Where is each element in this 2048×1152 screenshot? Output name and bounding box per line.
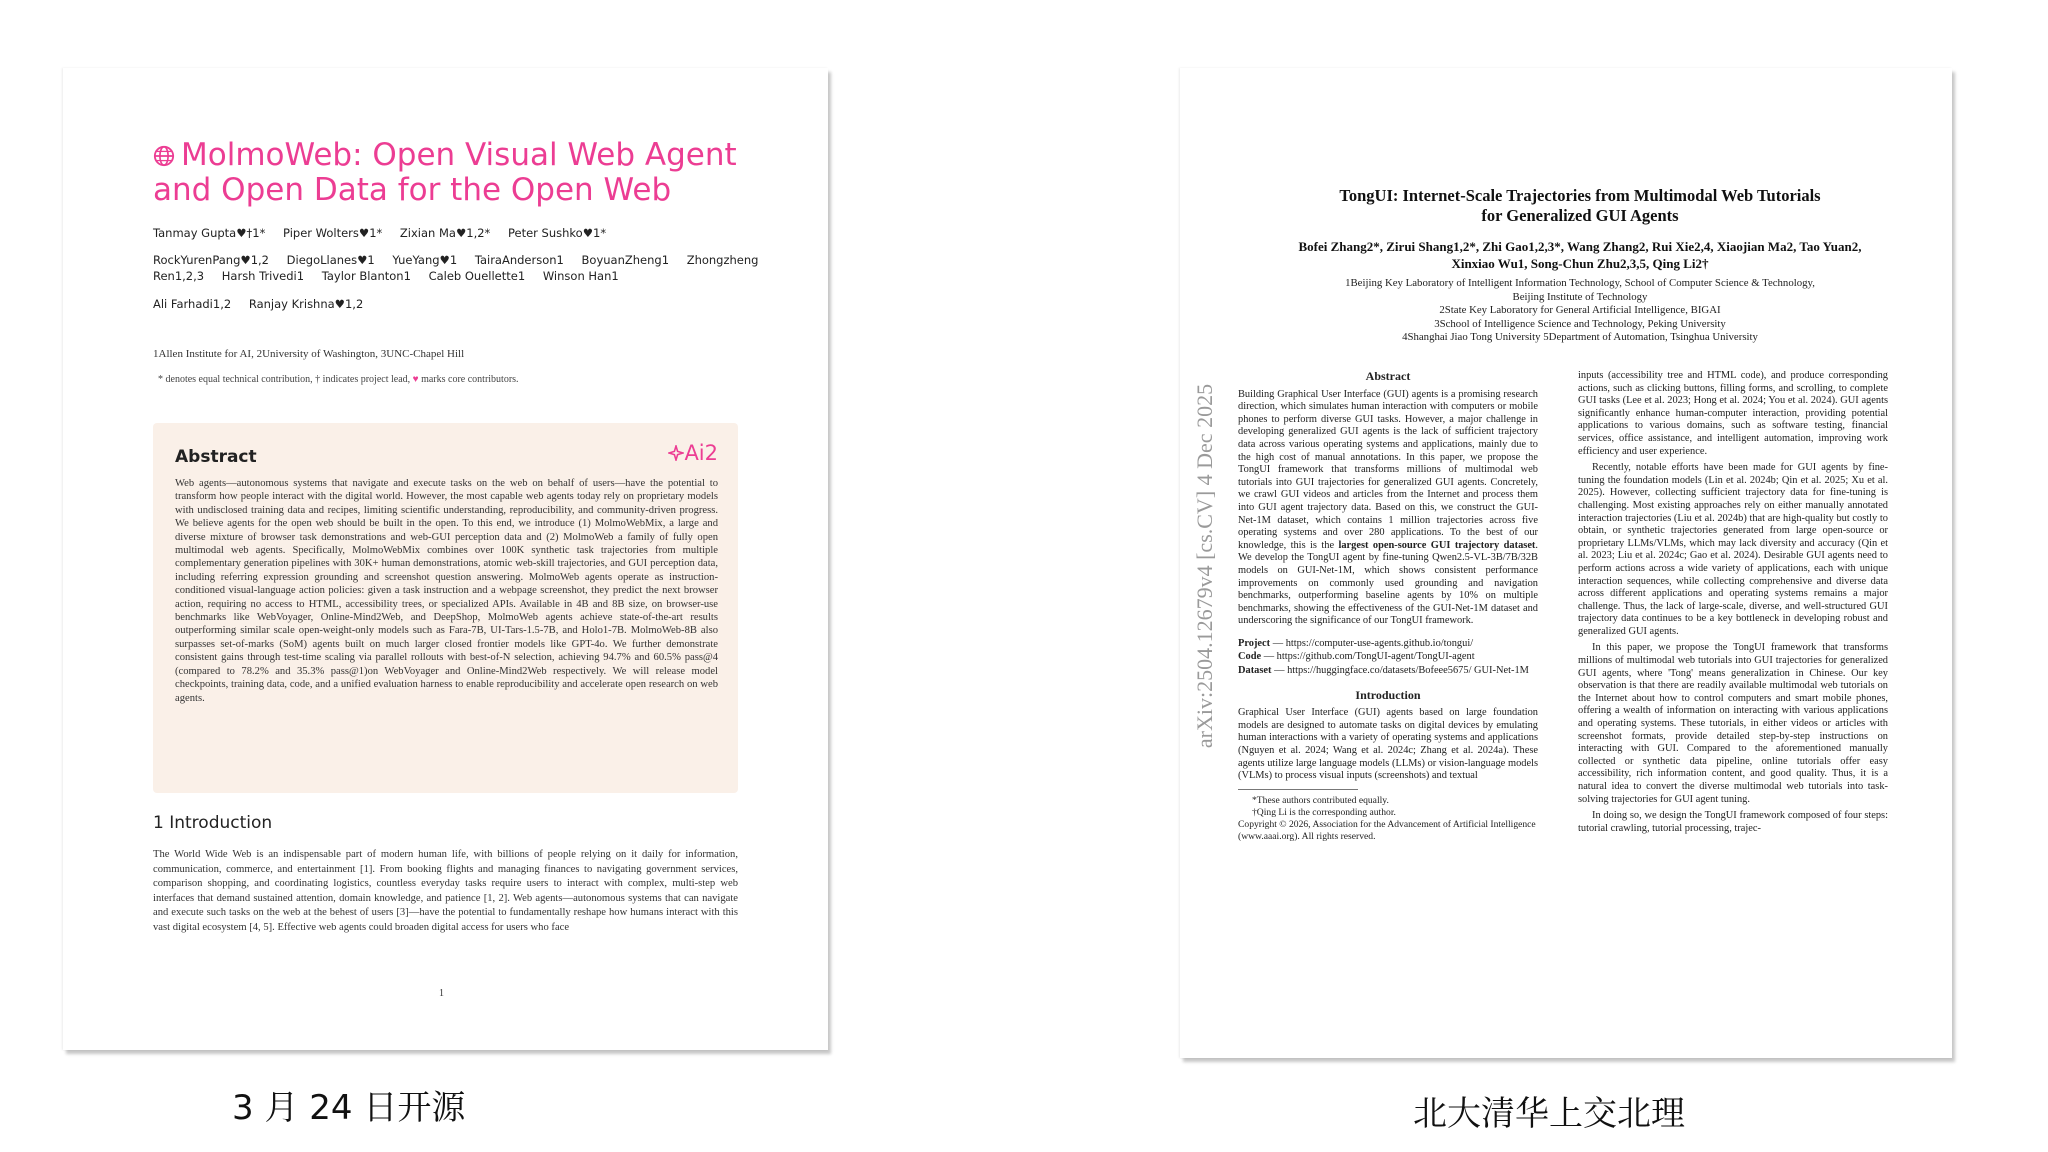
author-row-4 (153, 297, 377, 311)
abstract-heading: Abstract (175, 447, 257, 467)
abstract-heading: Abstract (1365, 369, 1411, 383)
authors-line-2: Xinxiao Wu1, Song-Chun Zhu2,3,5, Qing Li2† (1451, 256, 1709, 271)
author: DiegoLlanes♥1 (286, 253, 375, 267)
introduction-heading: 1 Introduction (153, 813, 273, 833)
authors-line-1: Bofei Zhang2*, Zirui Shang1,2*, Zhi Gao1,2,3*, Wang Zhang2, Rui Xie2,4, Xiaojian Ma2, Tao Yuan2, (1298, 239, 1862, 254)
code-link[interactable]: Code — https://github.com/TongUI-agent/TongUI-agent (1238, 651, 1475, 663)
author-row-3 (153, 269, 633, 283)
author: Zhongzheng (686, 253, 759, 267)
ai2-sparkle-icon (668, 445, 684, 461)
author-row-2 (153, 253, 772, 267)
author: Ranjay Krishna♥1,2 (248, 297, 364, 311)
author: Winson Han1 (542, 269, 619, 283)
globe-icon (153, 145, 175, 167)
body-paragraph: Recently, notable efforts have been made for GUI agents by fine-tuning the foundation models (Lin et al. 2024b; Qin et al. 2025; Xu et al. 2025). However, collecting sufficient trajectory data for fine-tuning is challenging. Most existing approaches rely on either manually annotated interaction trajectories (Liu et al. 2024b) that are high-quality but costly to obtain, or synthetic trajectories generated from large open-source or proprietary LLMs/VLMs, which may lack diversity and accuracy (Qin et al. 2023; Liu et al. 2024c; Gao et al. 2024). Desirable GUI agents need to perform actions across a wide variety of applications, each with unique interaction sequences, while collecting comprehensive and diverse data across different applications and operating systems remains a major challenge. Thus, the lack of large-scale, diverse, and well-structured GUI trajectory data continues to be a key bottleneck in developing robust and generalized GUI agents. (1578, 462, 1888, 637)
author: Ali Farhadi1,2 (153, 297, 232, 311)
author: TairaAnderson1 (474, 253, 564, 267)
affiliation-line: 1Beijing Key Laboratory of Intelligent Information Technology, School of Computer Science & Technology, (1345, 277, 1815, 289)
ai2-logo (668, 441, 718, 465)
author: Taylor Blanton1 (321, 269, 411, 283)
arxiv-sidebar (1190, 348, 1220, 788)
abstract-box (153, 423, 738, 793)
contribution-note (158, 374, 519, 385)
left-column (1238, 370, 1538, 843)
paper-title (1260, 186, 1900, 226)
affiliation-line: 4Shanghai Jiao Tong University 5Department of Automation, Tsinghua University (1402, 331, 1758, 344)
introduction-text: Graphical User Interface (GUI) agents based on large foundation models are designed to automate tasks on digital devices by emulating human interactions with a variety of operating systems and applications (Nguyen et al. 2024; Wang et al. 2024c; Zhang et al. 2024a). These agents utilize large language models (LLMs) or vision-language models (VLMs) to process visual inputs (screenshots) and textual (1238, 707, 1538, 782)
affiliation-line: 2State Key Laboratory for General Artificial Intelligence, BIGAI (1439, 304, 1721, 317)
author-row-1 (153, 226, 620, 240)
page-number: 1 (439, 988, 444, 999)
tongui-paper-page (1180, 68, 1952, 1058)
author: BoyuanZheng1 (581, 253, 670, 267)
abstract-text: Web agents—autonomous systems that navigate and execute tasks on the web on behalf of users—have the potential to transform how people interact with the digital world. However, the most capable web agents today rely on proprietary models with undisclosed training data and recipes, limiting scientific understanding, reproducibility, and community-driven progress. We believe agents for the open web should be built in the open. To this end, we introduce (1) MolmoWebMix, a large and diverse mixture of browser task demonstrations and web-GUI perception data and (2) MolmoWeb a family of fully open multimodal web agents. Specifically, MolmoWebMix combines over 100K synthetic task trajectories from multiple complementary generation pipelines with 30K+ human demonstrations, atomic web-skill trajectories, and GUI perception data, including referring expression grounding and screenshot question answering. MolmoWeb agents operate as instruction-conditioned visual-language action policies: given a task instruction and a webpage screenshot, they predict the next browser action, requiring no access to HTML, accessibility trees, or specialized APIs. Available in 4B and 8B size, on browser-use benchmarks like WebVoyager, Online-Mind2Web, and DeepShop, MolmoWeb agents achieve state-of-the-art results outperforming similar scale open-weight-only models such as Fara-7B, UI-Tars-1.5-7B, and Holo1-7B. MolmoWeb-8B also surpasses set-of-marks (SoM) agents built on much larger closed frontier models like GPT-4o. We further demonstrate consistent gains through test-time scaling via parallel rollouts with best-of-N selection, achieving 94.7% and 60.5% pass@4 (compared to 78.2% and 35.3% pass@1)on WebVoyager and Online-Mind2Web respectively. We will release model checkpoints, training data, code, and a unified evaluation harness to enable reproducibility and accelerate open research on web agents. (175, 478, 718, 704)
author: Tanmay Gupta♥†1* (153, 226, 266, 240)
affiliation-line: Beijing Institute of Technology (1512, 290, 1648, 303)
affiliations (1260, 277, 1900, 345)
author: Piper Wolters♥1* (283, 226, 383, 240)
ai2-logo-text: Ai2 (684, 441, 718, 465)
author: Harsh Trivedi1 (221, 269, 305, 283)
dataset-link[interactable]: Dataset — https://huggingface.co/datasets/Bofeee5675/ GUI-Net-1M (1238, 665, 1529, 677)
arxiv-stamp: arXiv:2504.12679v4 [cs.CV] 4 Dec 2025 (1192, 383, 1217, 749)
author: Ren1,2,3 (153, 269, 205, 283)
heart-icon: ♥ (412, 374, 419, 385)
body-paragraph: In doing so, we design the TongUI framework composed of four steps: tutorial crawling, tutorial processing, trajec- (1578, 810, 1888, 834)
note-text: * denotes equal technical contribution, † indicates project lead, (158, 374, 411, 385)
paper-title (153, 138, 793, 208)
copyright-notice: Copyright © 2026, Association for the Advancement of Artificial Intelligence (www.aaai.org). All rights reserved. (1238, 818, 1536, 842)
right-caption: 北大清华上交北理 (1413, 1094, 1685, 1134)
affiliations: 1Allen Institute for AI, 2University of Washington, 3UNC-Chapel Hill (153, 348, 465, 360)
footnote: †Qing Li is the corresponding author. (1252, 806, 1396, 818)
author: YueYang♥1 (392, 253, 458, 267)
title-line-2: for Generalized GUI Agents (1481, 206, 1679, 225)
right-column (1578, 370, 1888, 835)
author: Peter Sushko♥1* (507, 226, 607, 240)
introduction-text: The World Wide Web is an indispensable part of modern human life, with billions of people relying on it daily for information, communication, commerce, and entertainment [1]. From booking flights and managing finances to navigating government services, comparison shopping, and coordinating logistics, countless everyday tasks require users to interact with complex, multi-step web interfaces that demand sustained attention, domain knowledge, and patience [1, 2]. Web agents—autonomous systems that can navigate and execute such tasks on the web at the behest of users [3]—have the potential to fundamentally reshape how humans interact with this vast digital ecosystem [4, 5]. Effective web agents could broaden digital access for users who face (153, 849, 738, 933)
body-paragraph: inputs (accessibility tree and HTML code), and produce corresponding actions, such as clicking buttons, filling forms, and scrolling, to complete GUI tasks (Lee et al. 2023; Hong et al. 2024; You et al. 2024). GUI agents significantly enhance human-computer interaction, providing potential applications to various domains, such as software testing, financial services, office assistance, and intelligent automation, improving work efficiency and user experience. (1578, 370, 1888, 457)
abstract-text: Building Graphical User Interface (GUI) agents is a promising research direction, which simulates human interaction with computers or mobile phones to perform diverse GUI tasks. However, a major challenge in developing generalized GUI agents is the lack of sufficient trajectory data across various operating systems and applications, mainly due to the high cost of manual annotations. In this paper, we propose the TongUI framework that transforms millions of multimodal web tutorials into GUI trajectories for generalized GUI agents. Concretely, we crawl GUI videos and articles from the Internet and process them into GUI agent trajectory data. Based on this, we construct the GUI-Net-1M dataset, which contains 1 million trajectories across five operating systems and over 280 applications. To the best of our knowledge, this is the largest open-source GUI trajectory dataset. We develop the TongUI agent by fine-tuning Qwen2.5-VL-3B/7B/32B models on GUI-Net-1M, which shows consistent performance improvements on commonly used grounding and navigation benchmarks, outperforming baseline agents by 10% on multiple benchmarks, showing the effectiveness of the GUI-Net-1M dataset and underscoring the significance of our TongUI framework. (1238, 388, 1538, 627)
affiliation-line: 3School of Intelligence Science and Technology, Peking University (1434, 317, 1726, 330)
resource-links (1238, 638, 1538, 678)
author: Zixian Ma♥1,2* (399, 226, 491, 240)
note-text: marks core contributors. (421, 374, 519, 385)
title-line-1: MolmoWeb: Open Visual Web Agent (181, 137, 737, 173)
project-link[interactable]: Project — https://computer-use-agents.github.io/tongui/ (1238, 637, 1474, 649)
footnotes (1238, 795, 1538, 843)
abstract-bold-phrase: largest open-source GUI trajectory dataset (1338, 539, 1536, 551)
introduction-heading: Introduction (1355, 687, 1421, 702)
author-list (1260, 238, 1900, 272)
left-caption: 3 月 24 日开源 (232, 1088, 466, 1128)
author: Caleb Ouellette1 (428, 269, 526, 283)
molmoweb-paper-page (63, 68, 828, 1050)
author: RockYurenPang♥1,2 (153, 253, 269, 267)
body-paragraph: In this paper, we propose the TongUI framework that transforms millions of multimodal web tutorials into GUI trajectories for generalized GUI agents, where 'Tong' means generalization in Chinese. Our key observation is that there are readily available multimodal web tutorials on the Internet about how to control computers and smart mobile phones, offering a wealth of information on interacting with various applications and operating systems. These tutorials, in either videos or articles with screenshot formats, provide detailed step-by-step instructions on interacting with GUI. Compared to the aforementioned manually collected or synthetic data pipeline, online tutorials offer easy accessibility, rich information content, and good quality. Thus, it is a natural idea to convert the diverse multimodal web tutorials into task-solving trajectories for GUI agent tuning. (1578, 642, 1888, 805)
footnote: *These authors contributed equally. (1252, 794, 1389, 806)
title-line-2: and Open Data for the Open Web (153, 172, 672, 208)
title-line-1: TongUI: Internet-Scale Trajectories from Multimodal Web Tutorials (1339, 186, 1821, 205)
